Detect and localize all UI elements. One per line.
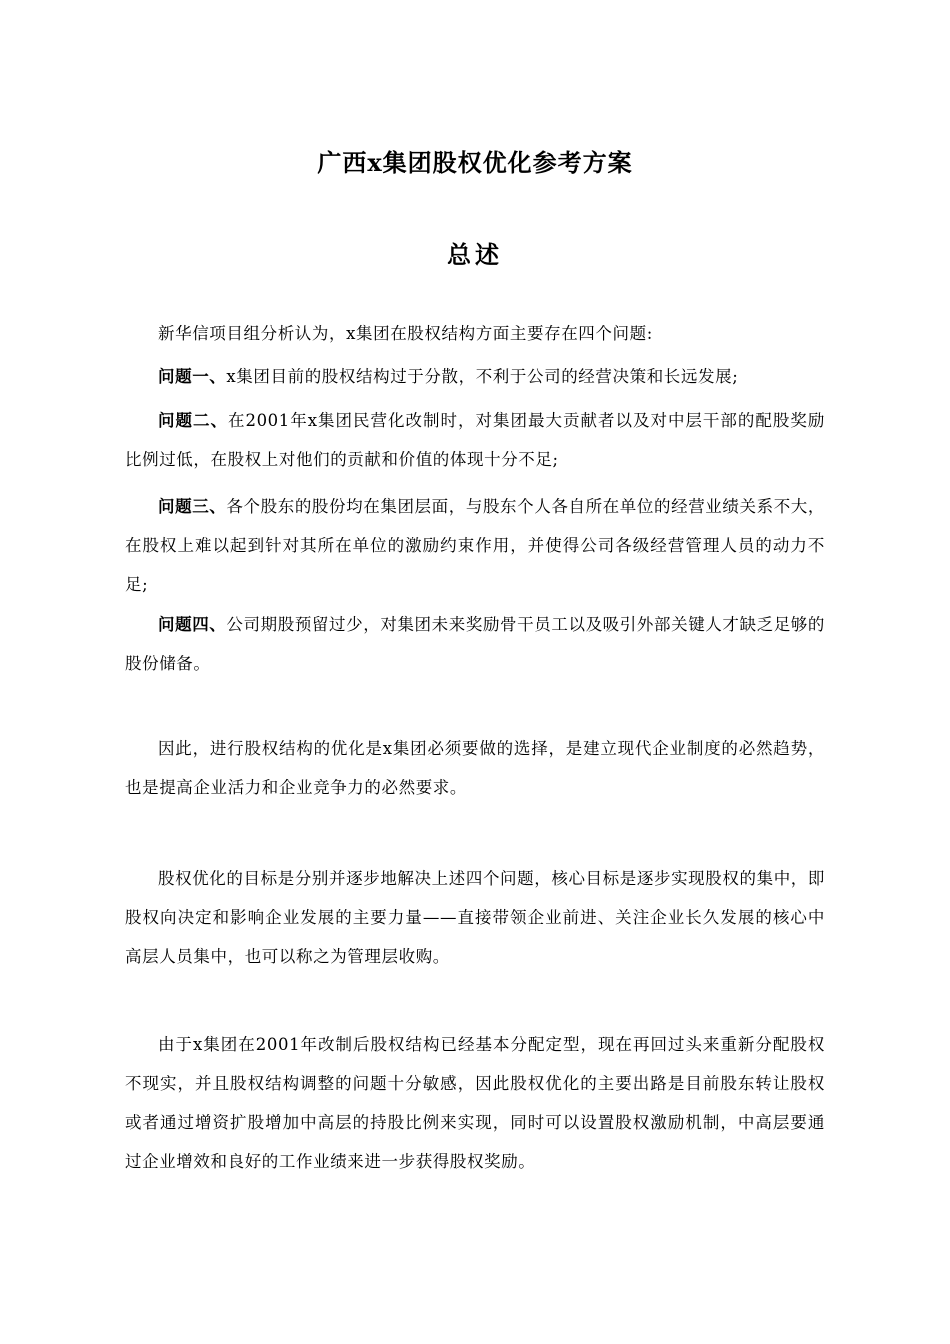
section-title: 总述 bbox=[447, 240, 503, 269]
issue-text: x集团目前的股权结构过于分散，不利于公司的经营决策和长远发展; bbox=[226, 367, 739, 386]
issue-label: 问题二、 bbox=[158, 411, 228, 430]
issue-label: 问题一、 bbox=[158, 367, 227, 386]
intro-paragraph: 新华信项目组分析认为，x集团在股权结构方面主要存在四个问题: bbox=[158, 324, 653, 343]
issue-text: 各个股东的股份均在集团层面，与股东个人各自所在单位的经营业绩关系不大，在股权上难以起到针对其所在单位的激励约束作用，并使得公司各级经营管理人员的动力不足; bbox=[125, 497, 826, 594]
document-title: 广西x集团股权优化参考方案 bbox=[317, 148, 633, 177]
issue-text: 公司期股预留过少，对集团未来奖励骨干员工以及吸引外部关键人才缺乏足够的股份储备。 bbox=[125, 615, 826, 673]
issue-text: 在2001年x集团民营化改制时，对集团最大贡献者以及对中层干部的配股奖励比例过低，在股权上对他们的贡献和价值的体现十分不足; bbox=[125, 411, 825, 469]
issue-paragraph-2 bbox=[125, 401, 825, 479]
issue-paragraph-4 bbox=[125, 605, 825, 683]
conclusion-paragraph: 因此，进行股权结构的优化是x集团必须要做的选择，是建立现代企业制度的必然趋势，也是提高企业活力和企业竞争力的必然要求。 bbox=[125, 739, 825, 797]
goal-paragraph: 股权优化的目标是分别并逐步地解决上述四个问题，核心目标是逐步实现股权的集中，即股权向决定和影响企业发展的主要力量——直接带领企业前进、关注企业长久发展的核心中高层人员集中，也可以称之为管理层收购。 bbox=[125, 869, 825, 966]
approach-paragraph: 由于x集团在2001年改制后股权结构已经基本分配定型，现在再回过头来重新分配股权不现实，并且股权结构调整的问题十分敏感，因此股权优化的主要出路是目前股东转让股权或者通过增资扩股增加中高层的持股比例来实现，同时可以设置股权激励机制，中高层要通过企业增效和良好的工作业绩来进一步获得股权奖励。 bbox=[125, 1035, 825, 1171]
issue-paragraph-3 bbox=[125, 487, 825, 604]
issue-label: 问题三、 bbox=[158, 497, 227, 516]
issue-paragraph-1 bbox=[125, 357, 825, 396]
issue-label: 问题四、 bbox=[158, 615, 227, 634]
